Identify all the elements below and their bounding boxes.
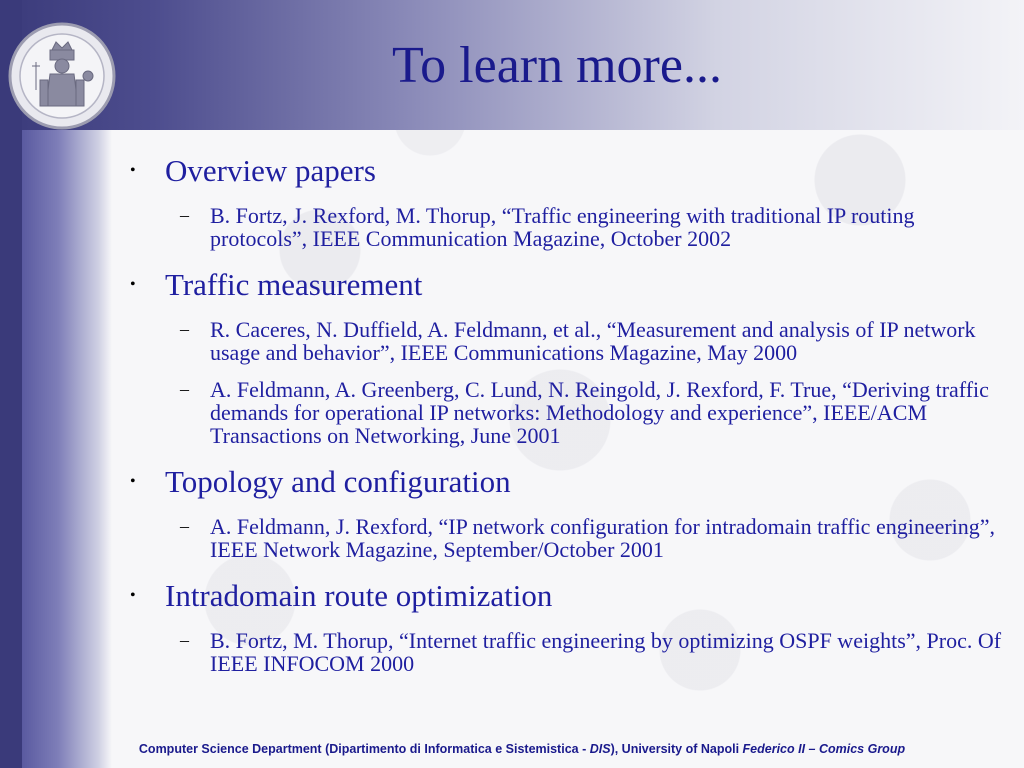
footer-separator: – [805,742,819,756]
reference-item [130,378,1010,447]
reference-text: A. Feldmann, A. Greenberg, C. Lund, N. Reingold, J. Rexford, F. True, “Deriving traffic demands for operational IP networks: Methodology and experience”, IEEE/ACM Transactions on Networking, June 2001 [210,377,989,448]
bullet-icon: • [130,276,136,293]
dash-icon: – [180,319,189,339]
footer-group: Comics Group [818,742,906,756]
footer-department: Computer Science Department (Dipartimento di Informatica e Sistemistica - [138,742,590,756]
topic-label: Intradomain route optimization [165,578,553,613]
reference-text: A. Feldmann, J. Rexford, “IP network configuration for intradomain traffic engineering”, IEEE Network Magazine, September/October 2001 [210,514,996,562]
topic-label: Traffic measurement [165,267,423,302]
reference-text: B. Fortz, M. Thorup, “Internet traffic engineering by optimizing OSPF weights”, Proc. Of IEEE INFOCOM 2000 [210,628,1002,676]
reference-item [130,629,1010,675]
topic-traffic-measurement [130,266,1010,304]
reference-item [130,318,1010,364]
topic-label: Overview papers [165,153,376,188]
left-gradient-strip [22,130,112,768]
bullet-icon: • [130,162,136,179]
reference-text: B. Fortz, J. Rexford, M. Thorup, “Traffic engineering with traditional IP routing protocols”, IEEE Communication Magazine, October 2002 [210,203,915,251]
bullet-icon: • [130,587,136,604]
footer-university: ), University of Napoli [610,742,743,756]
dash-icon: – [180,379,189,399]
topic-label: Topology and configuration [165,464,511,499]
footer [0,742,1024,756]
reference-item [130,515,1010,561]
topic-topology-configuration [130,463,1010,501]
topic-intradomain-route-optimization [130,577,1010,615]
bullet-icon: • [130,473,136,490]
topic-overview-papers [130,152,1010,190]
dash-icon: – [180,516,189,536]
dash-icon: – [180,205,189,225]
dash-icon: – [180,630,189,650]
footer-federico: Federico II [742,742,806,756]
reference-text: R. Caceres, N. Duffield, A. Feldmann, et al., “Measurement and analysis of IP network usage and behavior”, IEEE Communications Magazine, May 2000 [210,317,976,365]
reference-list [130,152,1010,679]
reference-item [130,204,1010,250]
footer-dis: DIS [589,742,611,756]
slide-title: To learn more... [392,37,722,94]
